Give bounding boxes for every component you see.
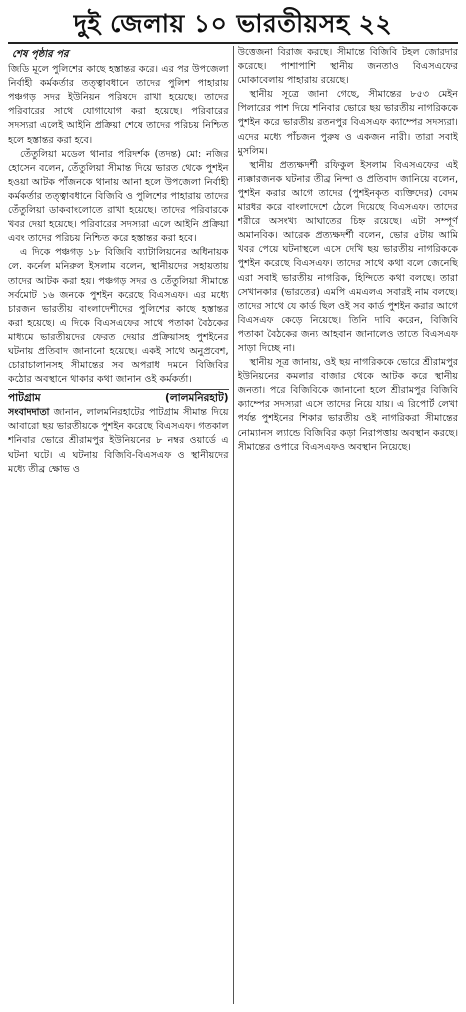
- dateline-district: (লালমনিরহাট): [165, 392, 229, 405]
- paragraph-text: জানান, লালমনিরহাটের পাটগ্রাম সীমান্ত দিয়ে আবারো ছয় ভারতীয়কে পুশইন করেছে বিএসএফ। গতকাল শনিবার ভোরে শ্রীরামপুর ইউনিয়নের ৮ নম্বর ওয়ার্ডে এ ঘটনা ঘটে। এ ঘটনায় বিজিবি-বিএসএফ ও স্থানীয়দের মধ্যে তীব্র ক্ষোভ ও: [8, 407, 229, 475]
- column-left: [8, 46, 229, 1004]
- paragraph: স্থানীয় প্রত্যক্ষদর্শী রফিকুল ইসলাম বিএসএফের এই ন্যক্কারজনক ঘটনার তীব্র নিন্দা ও প্রতিবাদ জানিয়ে বলেন, পুশইন করার আগে তাদের (পুশইনকৃত ব্যক্তিদের) বেদম মারধর করে বাংলাদেশে ঠেলে দিয়েছে বিএসএফ। তাদের শরীরে অসংখ্য আঘাতের চিহ্ন রয়েছে। এটা সম্পূর্ণ অমানবিক। আরেক প্রত্যক্ষদর্শী বলেন, ভোর ৫টায় আমি খবর পেয়ে ঘটনাস্থলে এসে দেখি ছয় ভারতীয় নাগরিককে পুশইন করেছে বিএসএফ। তাদের সাথে কথা বলে জেনেছি এরা সবাই ভারতীয় নাগরিক, হিন্দিতে কথা বলছে। তারা সেখানকার (ভারতের) এমপি এমএলএ সবারই নাম বলছে। তাদের সাথে যে কার্ড ছিল ওই সব কার্ড পুশইন করার আগে বিএসএফ কেড়ে নিয়েছে। তিনি দাবি করেন, বিজিবি পতাকা বৈঠকের জন্য আহবান জানালেও তাতে বিএসএফ সাড়া দিচ্ছে না।: [237, 159, 458, 354]
- continued-label: শেষ পৃষ্ঠার পর: [12, 49, 69, 60]
- paragraph: জিডি মূলে পুলিশের কাছে হস্তান্তর করে। এর পর উপজেলা নির্বাহী কর্মকর্তার তত্ত্বাবধানে তাদের পুলিশ পাহারায় পঞ্চগড় সদর ইউনিয়ন পরিষদে রাখা হয়েছে। তাদের পরিবারের সাথে যোগাযোগ করা হয়েছে। পরিবারের সদস্যরা এলেই আইনি প্রক্রিয়া শেষে তাদের পরিচয় নিশ্চিত হলে হস্তান্তর করা হবে।: [8, 64, 229, 146]
- paragraph: তেঁতুলিয়া মডেল থানার পরিদর্শক (তদন্ত) মো: নজির হোসেন বলেন, তেঁতুলিয়া সীমান্ত দিয়ে ভারত থেকে পুশইন হওয়া আটক পাঁজনকে থানায় আনা হলে উপজেলা নির্বাহী কর্মকর্তার তত্ত্বাবধানে বিজিবি ও পুলিশের পাহারায় তাদের তেঁতুলিয়া ডাকবাংলোতে রাখা হয়েছে। তাদের পরিবারকে খবর দেয়া হয়েছে। পরিবারের সদস্যরা এলে আইনি প্রক্রিয়া এবং তাদের পরিচয় নিশ্চিত করে হস্তান্তর করা হবে।: [8, 148, 229, 245]
- column-right: [238, 46, 459, 1004]
- column-divider: [233, 46, 234, 1004]
- paragraph: উত্তেজনা বিরাজ করছে। সীমান্তে বিজিবি টহল জোরদার করেছে। পাশাপাশি স্থানীয় জনতাও বিএসএফের মোকাবেলায় পাহারায় রয়েছে।: [237, 47, 458, 87]
- article-columns: [8, 46, 458, 1004]
- headline-rule: [8, 42, 458, 44]
- paragraph-with-byline: [8, 406, 229, 476]
- headline: দুই জেলায় ১০ ভারতীয়সহ ২২: [73, 9, 393, 38]
- newspaper-page: [0, 6, 466, 1012]
- dateline-place: পাটগ্রাম: [8, 392, 41, 405]
- paragraph: স্থানীয় সূত্রে জানা গেছে, সীমান্তের ৮৫৩ মেইন পিলারের পাশ দিয়ে শনিবার ভোরে ছয় ভারতীয় নাগরিককে পুশইন করে ভারতীয় রতনপুর বিএসএফ ক্যাম্পের সদস্যরা। এদের মধ্যে পাঁচজন পুরুষ ও একজন নারী। তারা সবাই মুসলিম।: [237, 89, 458, 157]
- dateline: [8, 389, 229, 406]
- paragraph: এ দিকে পঞ্চগড় ১৮ বিজিবি ব্যাটালিয়নের অধিনায়ক লে. কর্নেল মনিরুল ইসলাম বলেন, স্থানীয়দের সহায়তায় তাদের আটক করা হয়। পঞ্চগড় সদর ও তেঁতুলিয়া সীমান্তে সর্বমোট ১৬ জনকে পুশইন করেছে বিএসএফ। এর মধ্যে চারজন ভারতীয় বাংলাদেশীদের পুলিশের কাছে হস্তান্তর করা হয়েছে। এ দিকে বিএসএফের সাথে পতাকা বৈঠকের মাধ্যমে ভারতীয়দের ফেরত দেয়ার প্রক্রিয়াসহ পুশইনের ঘটনায় প্রতিবাদ জানানো হয়েছে। একই সাথে অনুপ্রবেশ, চোরাচালানসহ সীমান্তের সব অপরাধ দমনে বিজিবির কঠোর অবস্থানে থাকার কথা জানান ওই কর্মকর্তা।: [8, 247, 229, 386]
- paragraph: স্থানীয় সূত্র জানায়, ওই ছয় নাগরিককে ভোরে শ্রীরামপুর ইউনিয়নের কমলার বাজার থেকে আটক করে স্থানীয় জনতা। পরে বিজিবিকে জানানো হলে শ্রীরামপুর বিজিবি ক্যাম্পের সদস্যরা এসে তাদের নিয়ে যায়। এ রিপোর্ট লেখা পর্যন্ত পুশইনের শিকার ভারতীয় ওই নাগরিকরা সীমান্তের নোম্যানস ল্যান্ডে বিজিবির কড়া নিরাপত্তায় অবস্থান করছে। সীমান্তের ওপারে বিএসএফও অবস্থান নিয়েছে।: [237, 357, 458, 453]
- byline: সংবাদদাতা: [8, 407, 50, 419]
